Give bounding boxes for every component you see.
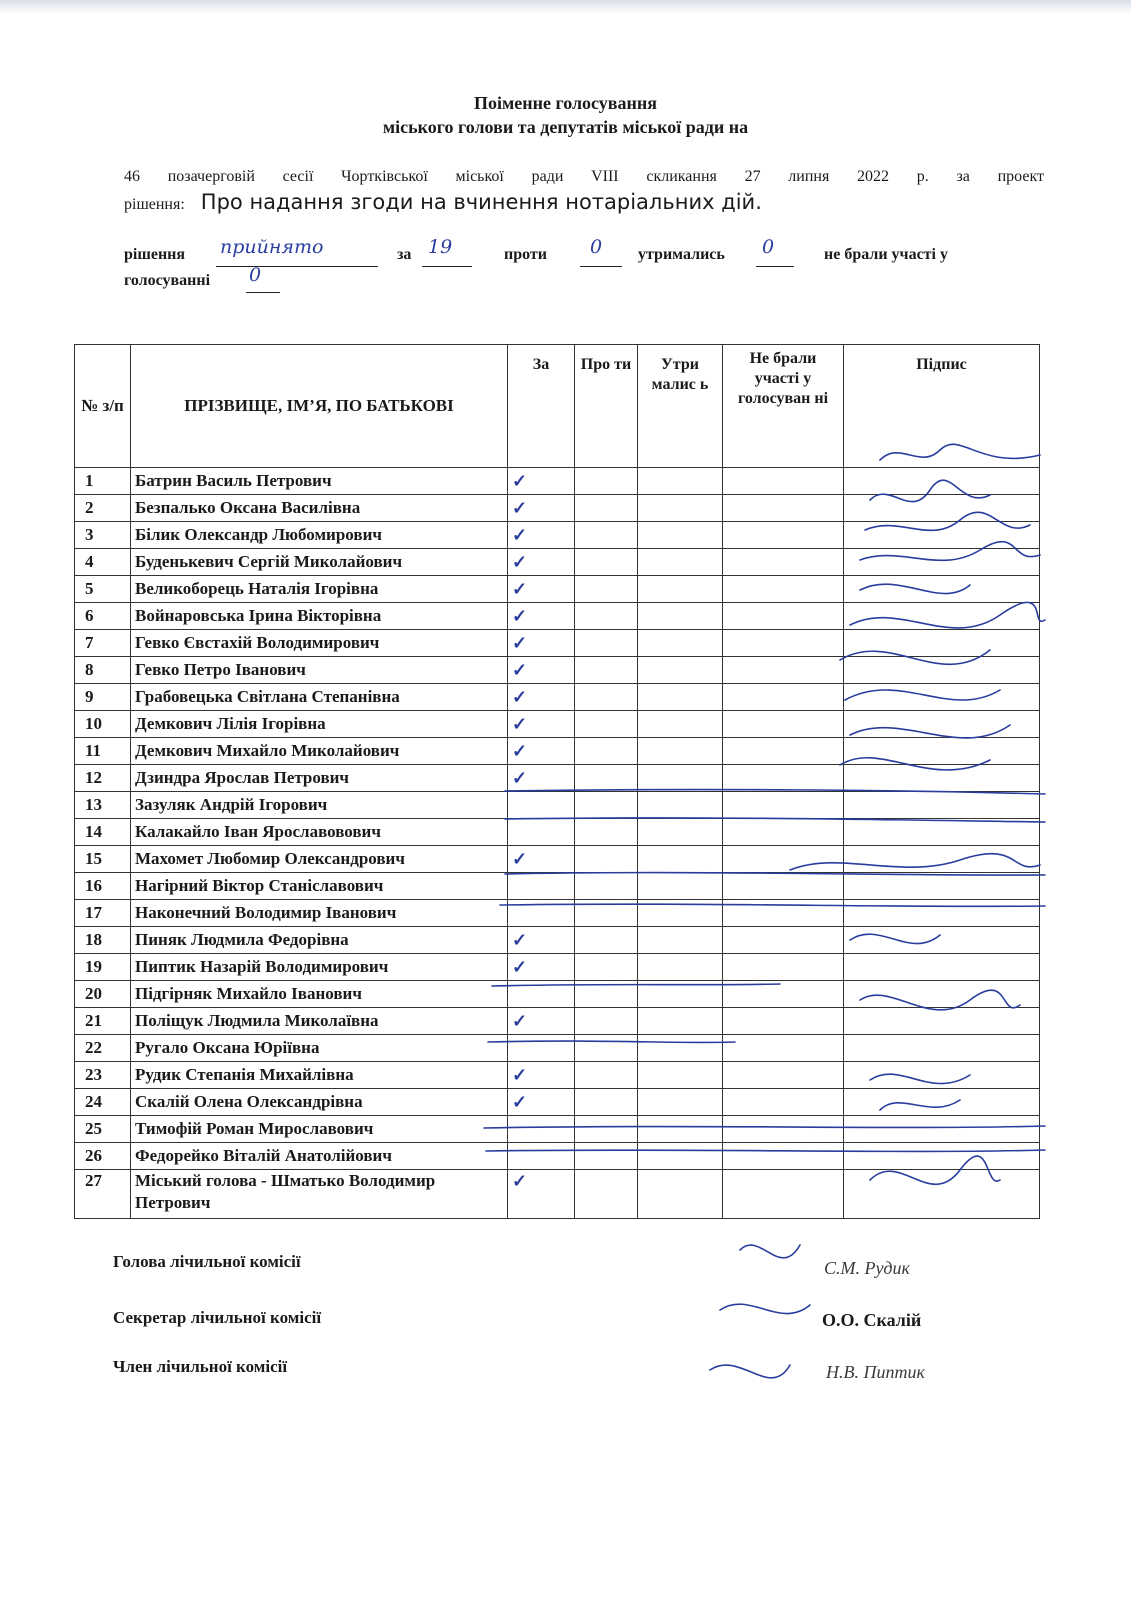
row-number: 20: [75, 981, 131, 1008]
underline: [422, 266, 472, 267]
vote-not-voting: [723, 1035, 844, 1062]
row-number: 23: [75, 1062, 131, 1089]
vote-for: [508, 1143, 575, 1170]
signature-cell: [844, 873, 1040, 900]
vote-abstain: [638, 1170, 723, 1219]
signature-scribble: [710, 1365, 790, 1378]
result-abstain-label: утримались: [638, 246, 725, 263]
table-row: [75, 738, 1040, 765]
row-number: 17: [75, 900, 131, 927]
row-number: 18: [75, 927, 131, 954]
vote-against: [575, 1089, 638, 1116]
row-number: 16: [75, 873, 131, 900]
underline: [216, 266, 378, 267]
col-header-num: № з/п: [75, 345, 131, 468]
signature-cell: [844, 576, 1040, 603]
row-number: 1: [75, 468, 131, 495]
member-name: Міський голова - Шматько Володимир Петрович: [131, 1170, 508, 1219]
vote-for: ✓: [508, 711, 575, 738]
signature-cell: [844, 549, 1040, 576]
vote-not-voting: [723, 603, 844, 630]
vote-for: ✓: [508, 495, 575, 522]
vote-abstain: [638, 981, 723, 1008]
row-number: 12: [75, 765, 131, 792]
vote-against: [575, 954, 638, 981]
vote-against: [575, 1035, 638, 1062]
commission-secretary-name: О.О. Скалій: [822, 1310, 922, 1330]
table-row: [75, 684, 1040, 711]
member-name: Підгірняк Михайло Іванович: [131, 981, 508, 1008]
table-row: [75, 846, 1040, 873]
underline: [756, 266, 794, 267]
vote-for: ✓: [508, 846, 575, 873]
vote-against: [575, 711, 638, 738]
vote-against: [575, 684, 638, 711]
result-not-voting-label2: голосуванні: [124, 272, 211, 289]
member-name: Білик Олександр Любомирович: [131, 522, 508, 549]
result-decision-label: рішення: [124, 246, 186, 263]
table-row: [75, 1170, 1040, 1219]
table-row: [75, 954, 1040, 981]
vote-not-voting: [723, 495, 844, 522]
vote-for: ✓: [508, 630, 575, 657]
vote-not-voting: [723, 522, 844, 549]
row-number: 25: [75, 1116, 131, 1143]
vote-for: ✓: [508, 1089, 575, 1116]
commission-chair-name: С.М. Рудик: [824, 1258, 910, 1278]
vote-against: [575, 1062, 638, 1089]
signature-cell: [844, 1116, 1040, 1143]
vote-against: [575, 981, 638, 1008]
vote-not-voting: [723, 900, 844, 927]
table-row: [75, 792, 1040, 819]
vote-not-voting: [723, 1143, 844, 1170]
member-name: Махомет Любомир Олександрович: [131, 846, 508, 873]
col-header-not-voting: Не брали участі у голосуван ні: [723, 345, 844, 468]
member-name: Тимофій Роман Мирославович: [131, 1116, 508, 1143]
vote-against: [575, 1143, 638, 1170]
vote-abstain: [638, 468, 723, 495]
vote-abstain: [638, 495, 723, 522]
member-name: Войнаровська Ірина Вікторівна: [131, 603, 508, 630]
signature-cell: [844, 1062, 1040, 1089]
signature-cell: [844, 630, 1040, 657]
vote-for: ✓: [508, 468, 575, 495]
vote-for: [508, 981, 575, 1008]
vote-against: [575, 495, 638, 522]
signature-cell: [844, 927, 1040, 954]
signature-cell: [844, 1008, 1040, 1035]
member-name: Грабовецька Світлана Степанівна: [131, 684, 508, 711]
vote-not-voting: [723, 684, 844, 711]
vote-against: [575, 792, 638, 819]
signature-cell: [844, 954, 1040, 981]
vote-for: ✓: [508, 657, 575, 684]
vote-against: [575, 549, 638, 576]
table-row: [75, 711, 1040, 738]
vote-abstain: [638, 549, 723, 576]
signature-scribble: [740, 1245, 800, 1258]
row-number: 27: [75, 1170, 131, 1219]
vote-not-voting: [723, 657, 844, 684]
table-row: [75, 630, 1040, 657]
vote-against: [575, 657, 638, 684]
signature-cell: [844, 819, 1040, 846]
vote-for: ✓: [508, 1008, 575, 1035]
row-number: 11: [75, 738, 131, 765]
vote-not-voting: [723, 738, 844, 765]
vote-abstain: [638, 522, 723, 549]
table-row: [75, 873, 1040, 900]
result-not-voting-label: не брали участі у: [824, 246, 948, 263]
vote-not-voting: [723, 819, 844, 846]
vote-abstain: [638, 711, 723, 738]
member-name: Демкович Лілія Ігорівна: [131, 711, 508, 738]
row-number: 21: [75, 1008, 131, 1035]
vote-abstain: [638, 792, 723, 819]
member-name: Нагірний Віктор Станіславович: [131, 873, 508, 900]
vote-not-voting: [723, 468, 844, 495]
vote-for: ✓: [508, 927, 575, 954]
signature-scribble: [720, 1304, 810, 1313]
table-row: [75, 603, 1040, 630]
vote-against: [575, 603, 638, 630]
signature-cell: [844, 765, 1040, 792]
vote-for: ✓: [508, 603, 575, 630]
member-name: Поліщук Людмила Миколаївна: [131, 1008, 508, 1035]
vote-not-voting: [723, 765, 844, 792]
vote-for: ✓: [508, 738, 575, 765]
member-name: Демкович Михайло Миколайович: [131, 738, 508, 765]
signature-cell: [844, 1035, 1040, 1062]
vote-not-voting: [723, 630, 844, 657]
table-row: [75, 495, 1040, 522]
vote-abstain: [638, 1062, 723, 1089]
table-row: [75, 522, 1040, 549]
row-number: 14: [75, 819, 131, 846]
result-against-label: проти: [504, 246, 547, 263]
vote-for: [508, 819, 575, 846]
table-row: [75, 765, 1040, 792]
session-text: 46 позачерговій сесії Чортківської міської ради VIII скликання 27 липня 2022 р. за проект: [124, 168, 1044, 185]
row-number: 13: [75, 792, 131, 819]
signature-cell: [844, 846, 1040, 873]
scan-edge: [0, 0, 1131, 14]
member-name: Скалій Олена Олександрівна: [131, 1089, 508, 1116]
signature-cell: [844, 900, 1040, 927]
vote-for: ✓: [508, 522, 575, 549]
vote-against: [575, 1116, 638, 1143]
signature-cell: [844, 738, 1040, 765]
member-name: Наконечний Володимир Іванович: [131, 900, 508, 927]
vote-against: [575, 1008, 638, 1035]
vote-against: [575, 846, 638, 873]
col-header-against: Про ти: [575, 345, 638, 468]
member-name: Дзиндра Ярослав Петрович: [131, 765, 508, 792]
table-row: [75, 576, 1040, 603]
table-row: [75, 1062, 1040, 1089]
vote-abstain: [638, 603, 723, 630]
vote-against: [575, 576, 638, 603]
signature-cell: [844, 711, 1040, 738]
vote-abstain: [638, 954, 723, 981]
signature-cell: [844, 981, 1040, 1008]
table-row: [75, 657, 1040, 684]
vote-against: [575, 900, 638, 927]
member-name: Батрин Василь Петрович: [131, 468, 508, 495]
vote-against: [575, 522, 638, 549]
row-number: 24: [75, 1089, 131, 1116]
vote-not-voting: [723, 1062, 844, 1089]
vote-for: [508, 1035, 575, 1062]
table-row: [75, 1008, 1040, 1035]
row-number: 15: [75, 846, 131, 873]
vote-against: [575, 630, 638, 657]
member-name: Пиптик Назарій Володимирович: [131, 954, 508, 981]
vote-not-voting: [723, 954, 844, 981]
vote-for: ✓: [508, 1062, 575, 1089]
vote-abstain: [638, 1035, 723, 1062]
table-row: [75, 927, 1040, 954]
vote-abstain: [638, 1089, 723, 1116]
doc-title-line1: Поіменне голосування: [473, 93, 658, 113]
row-number: 26: [75, 1143, 131, 1170]
vote-against: [575, 1170, 638, 1219]
vote-abstain: [638, 576, 723, 603]
result-not-voting-value: 0: [249, 264, 262, 286]
row-number: 6: [75, 603, 131, 630]
commission-member-name: Н.В. Пиптик: [826, 1362, 925, 1382]
signature-cell: [844, 1170, 1040, 1219]
col-header-for: За: [508, 345, 575, 468]
table-row: [75, 1143, 1040, 1170]
vote-not-voting: [723, 927, 844, 954]
member-name: Зазуляк Андрій Ігорович: [131, 792, 508, 819]
vote-against: [575, 468, 638, 495]
col-header-signature: Підпис: [844, 345, 1040, 468]
vote-abstain: [638, 1143, 723, 1170]
vote-for: ✓: [508, 1170, 575, 1219]
member-name: Федорейко Віталій Анатолійович: [131, 1143, 508, 1170]
vote-not-voting: [723, 1170, 844, 1219]
vote-abstain: [638, 1008, 723, 1035]
vote-for: ✓: [508, 954, 575, 981]
commission-member-label: Член лічильної комісії: [113, 1357, 288, 1376]
vote-against: [575, 738, 638, 765]
vote-for: ✓: [508, 684, 575, 711]
vote-for: ✓: [508, 576, 575, 603]
signature-cell: [844, 792, 1040, 819]
commission-secretary-label: Секретар лічильної комісії: [113, 1308, 322, 1327]
vote-not-voting: [723, 792, 844, 819]
table-row: [75, 1116, 1040, 1143]
vote-for: [508, 873, 575, 900]
member-name: Безпалько Оксана Василівна: [131, 495, 508, 522]
decision-project-line: [124, 190, 762, 214]
col-header-name: ПРІЗВИЩЕ, ІМ’Я, ПО БАТЬКОВІ: [131, 345, 508, 468]
vote-against: [575, 873, 638, 900]
vote-not-voting: [723, 1116, 844, 1143]
vote-abstain: [638, 765, 723, 792]
vote-for: [508, 900, 575, 927]
signature-cell: [844, 657, 1040, 684]
signature-cell: [844, 522, 1040, 549]
vote-against: [575, 765, 638, 792]
table-row: [75, 819, 1040, 846]
member-name: Ругало Оксана Юріївна: [131, 1035, 508, 1062]
row-number: 2: [75, 495, 131, 522]
member-name: Гевко Євстахій Володимирович: [131, 630, 508, 657]
vote-not-voting: [723, 981, 844, 1008]
vote-against: [575, 927, 638, 954]
signature-cell: [844, 1143, 1040, 1170]
result-abstain-value: 0: [762, 236, 775, 258]
decision-label: рішення:: [124, 196, 185, 213]
vote-not-voting: [723, 1089, 844, 1116]
col-header-abstain: Утри малис ь: [638, 345, 723, 468]
decision-project: Про надання згоди на вчинення нотаріальних дій.: [200, 190, 762, 214]
row-number: 9: [75, 684, 131, 711]
table-row: [75, 1035, 1040, 1062]
vote-not-voting: [723, 873, 844, 900]
row-number: 3: [75, 522, 131, 549]
result-for-value: 19: [428, 236, 453, 258]
vote-abstain: [638, 819, 723, 846]
member-name: Калакайло Іван Ярославовович: [131, 819, 508, 846]
underline: [580, 266, 622, 267]
vote-against: [575, 819, 638, 846]
table-row: [75, 468, 1040, 495]
row-number: 7: [75, 630, 131, 657]
member-name: Пиняк Людмила Федорівна: [131, 927, 508, 954]
row-number: 5: [75, 576, 131, 603]
vote-for: [508, 1116, 575, 1143]
signature-cell: [844, 495, 1040, 522]
vote-not-voting: [723, 1008, 844, 1035]
row-number: 19: [75, 954, 131, 981]
vote-abstain: [638, 927, 723, 954]
vote-abstain: [638, 630, 723, 657]
vote-abstain: [638, 846, 723, 873]
vote-not-voting: [723, 846, 844, 873]
vote-not-voting: [723, 711, 844, 738]
result-against-value: 0: [590, 236, 603, 258]
member-name: Рудик Степанія Михайлівна: [131, 1062, 508, 1089]
member-name: Гевко Петро Іванович: [131, 657, 508, 684]
member-name: Великоборець Наталія Ігорівна: [131, 576, 508, 603]
signature-cell: [844, 603, 1040, 630]
member-name: Буденькевич Сергій Миколайович: [131, 549, 508, 576]
vote-abstain: [638, 684, 723, 711]
vote-for: ✓: [508, 549, 575, 576]
row-number: 4: [75, 549, 131, 576]
vote-for: [508, 792, 575, 819]
vote-abstain: [638, 657, 723, 684]
vote-abstain: [638, 1116, 723, 1143]
voting-table: [74, 344, 1040, 1219]
vote-not-voting: [723, 576, 844, 603]
doc-title-line2: міського голови та депутатів міської ради на: [382, 117, 749, 137]
underline: [246, 292, 280, 293]
table-row: [75, 1089, 1040, 1116]
vote-not-voting: [723, 549, 844, 576]
signature-cell: [844, 1089, 1040, 1116]
row-number: 10: [75, 711, 131, 738]
table-row: [75, 900, 1040, 927]
row-number: 8: [75, 657, 131, 684]
table-row: [75, 981, 1040, 1008]
vote-abstain: [638, 873, 723, 900]
vote-abstain: [638, 738, 723, 765]
result-decision-value: прийнято: [220, 236, 324, 258]
table-row: [75, 549, 1040, 576]
commission-chair-label: Голова лічильної комісії: [113, 1252, 301, 1271]
row-number: 22: [75, 1035, 131, 1062]
vote-abstain: [638, 900, 723, 927]
signature-cell: [844, 684, 1040, 711]
result-for-label: за: [397, 246, 412, 263]
signature-cell: [844, 468, 1040, 495]
vote-for: ✓: [508, 765, 575, 792]
table-header-row: [75, 345, 1040, 468]
